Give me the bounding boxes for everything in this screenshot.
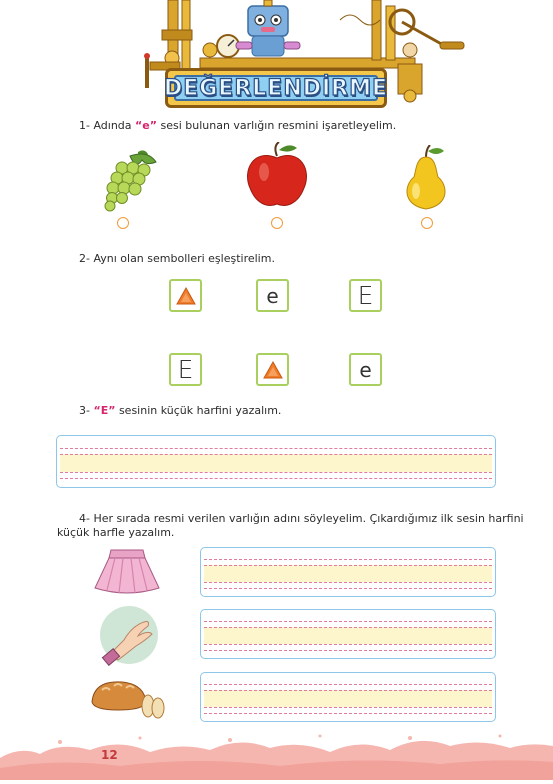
footer-decoration bbox=[0, 728, 553, 780]
writing-area-q3[interactable] bbox=[56, 435, 496, 488]
writing-line-top bbox=[204, 621, 492, 622]
writing-band bbox=[204, 627, 492, 644]
writing-line-mid-bottom bbox=[204, 707, 492, 708]
title-banner-plate bbox=[163, 75, 389, 101]
question-4-number: 4- bbox=[79, 512, 90, 525]
grapes-image bbox=[100, 148, 170, 212]
question-1-text-before: Adında bbox=[93, 119, 132, 132]
question-1-text-after: sesi bulunan varlığın resmini işaretleyelim. bbox=[160, 119, 397, 132]
symbol-lowercase-e-bottom[interactable]: e bbox=[349, 353, 382, 386]
writing-line-mid-bottom bbox=[60, 472, 492, 473]
writing-line-mid-top bbox=[204, 627, 492, 628]
question-2 bbox=[79, 252, 275, 265]
question-4-line-2 bbox=[57, 526, 174, 539]
symbol-lowercase-e-top[interactable]: e bbox=[256, 279, 289, 312]
writing-line-mid-top bbox=[204, 565, 492, 566]
symbol-triangle-top[interactable] bbox=[169, 279, 202, 312]
grapes-answer-circle[interactable] bbox=[117, 217, 129, 229]
pear-image bbox=[398, 145, 454, 211]
writing-band bbox=[204, 690, 492, 707]
writing-line-top bbox=[204, 684, 492, 685]
writing-area-hand[interactable] bbox=[200, 609, 496, 659]
writing-band bbox=[60, 454, 492, 472]
question-2-text: Aynı olan sembolleri eşleştirelim. bbox=[93, 252, 275, 265]
question-3-number: 3- bbox=[79, 404, 90, 417]
hand-image bbox=[96, 604, 162, 666]
apple-image bbox=[244, 142, 310, 210]
question-3-highlight: “E” bbox=[93, 404, 116, 417]
question-4-text-line-2: küçük harfle yazalım. bbox=[57, 526, 175, 539]
triangle-icon bbox=[263, 361, 283, 379]
question-4-line-1 bbox=[79, 512, 524, 525]
triangle-icon bbox=[176, 287, 196, 305]
bread-image bbox=[88, 676, 168, 720]
writing-line-top bbox=[204, 559, 492, 560]
writing-line-bottom bbox=[204, 650, 492, 651]
question-2-number: 2- bbox=[79, 252, 90, 265]
writing-line-mid-top bbox=[60, 454, 492, 455]
symbol-uppercase-e-bottom[interactable]: E bbox=[169, 353, 202, 386]
writing-line-bottom bbox=[204, 713, 492, 714]
apple-answer-circle[interactable] bbox=[271, 217, 283, 229]
writing-band bbox=[204, 565, 492, 582]
symbol-uppercase-e-top[interactable]: E bbox=[349, 279, 382, 312]
title-banner bbox=[165, 68, 387, 108]
writing-area-bread[interactable] bbox=[200, 672, 496, 722]
question-1-highlight: “e” bbox=[135, 119, 157, 132]
pear-answer-circle[interactable] bbox=[421, 217, 433, 229]
page-number: 12 bbox=[101, 748, 118, 762]
writing-line-mid-top bbox=[204, 690, 492, 691]
writing-line-bottom bbox=[204, 588, 492, 589]
writing-line-mid-bottom bbox=[204, 582, 492, 583]
skirt-image bbox=[91, 546, 163, 596]
question-1-number: 1- bbox=[79, 119, 90, 132]
writing-line-top bbox=[60, 448, 492, 449]
writing-line-bottom bbox=[60, 478, 492, 479]
page-title: DEĞERLENDİRME bbox=[163, 75, 389, 101]
question-1 bbox=[79, 119, 396, 132]
question-3 bbox=[79, 404, 281, 417]
question-3-text-after: sesinin küçük harfini yazalım. bbox=[118, 404, 282, 417]
writing-line-mid-bottom bbox=[204, 644, 492, 645]
symbol-triangle-bottom[interactable] bbox=[256, 353, 289, 386]
writing-area-skirt[interactable] bbox=[200, 547, 496, 597]
question-4-text-line-1: Her sırada resmi verilen varlığın adını söyleyelim. Çıkardığımız ilk sesin harfini bbox=[93, 512, 524, 525]
